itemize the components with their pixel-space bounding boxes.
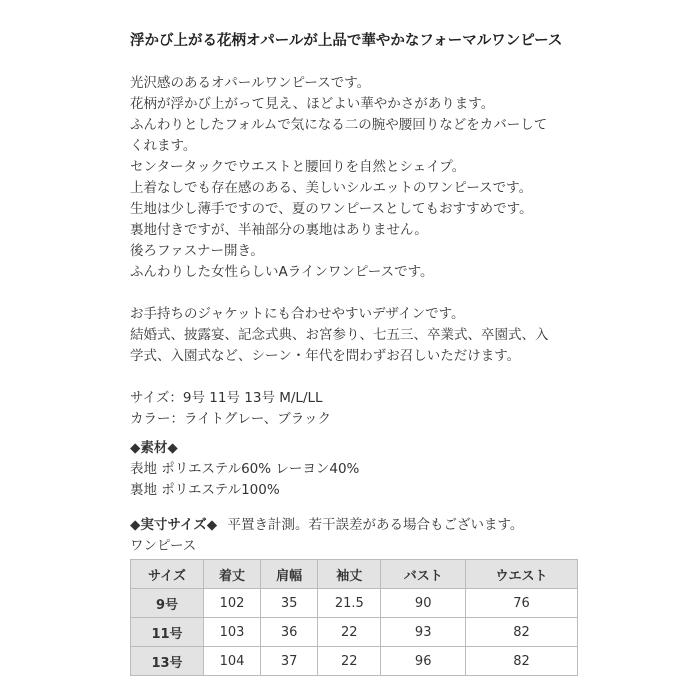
- measurements-heading: ◆実寸サイズ◆: [130, 517, 218, 533]
- description-line: 上着なしでも存在感のある、美しいシルエットのワンピースです。: [130, 180, 533, 196]
- product-title: 浮かび上がる花柄オパールが上品で華やかなフォーマルワンピース: [130, 33, 563, 49]
- material-heading: ◆素材◆: [130, 440, 178, 456]
- table-cell: 21.5: [318, 589, 381, 618]
- table-cell: 90: [381, 589, 466, 618]
- description-line: ふんわりとしたフォルムで気になる二の腕や腰回りなどをカバーして: [130, 117, 548, 133]
- table-cell: 93: [381, 618, 466, 647]
- spacer: [130, 52, 580, 73]
- table-cell: 96: [381, 647, 466, 676]
- size-table: [130, 559, 578, 676]
- row-header: 13号: [131, 647, 204, 676]
- description-line: くれます。: [130, 138, 197, 154]
- table-cell: 35: [261, 589, 318, 618]
- row-header: 9号: [131, 589, 204, 618]
- table-cell: 22: [318, 618, 381, 647]
- column-header: ウエスト: [465, 560, 577, 589]
- size-options: サイズ：9号 11号 13号 M/L/LL: [130, 390, 323, 406]
- description-line: 花柄が浮かび上がって見え、ほどよい華やかさがあります。: [130, 96, 495, 112]
- usage-line: 結婚式、披露宴、記念式典、お宮参り、七五三、卒業式、卒園式、入: [130, 327, 549, 343]
- description-line: 後ろファスナー開き。: [130, 243, 264, 259]
- table-row: [131, 647, 578, 676]
- description-block: [130, 73, 580, 283]
- options-block: [130, 388, 580, 430]
- material-block: [130, 438, 580, 501]
- material-line: 表地 ポリエステル60% レーヨン40%: [130, 461, 360, 477]
- table-cell: 82: [465, 618, 577, 647]
- description-line: 光沢感のあるオパールワンピースです。: [130, 75, 371, 91]
- column-header: バスト: [381, 560, 466, 589]
- column-header: 袖丈: [318, 560, 381, 589]
- column-header: 肩幅: [261, 560, 318, 589]
- measurements-block: [130, 515, 580, 676]
- measurements-note: 平置き計測。若干誤差がある場合もございます。: [227, 517, 524, 533]
- spacer: [130, 283, 580, 304]
- spacer: [130, 367, 580, 388]
- description-line: センタータックでウエストと腰回りを自然とシェイプ。: [130, 159, 466, 175]
- table-cell: 22: [318, 647, 381, 676]
- material-line: 裏地 ポリエステル100%: [130, 482, 280, 498]
- row-header: 11号: [131, 618, 204, 647]
- description-line: 裏地付きですが、半袖部分の裏地はありません。: [130, 222, 428, 238]
- table-row: [131, 618, 578, 647]
- table-cell: 36: [261, 618, 318, 647]
- measurements-heading-row: [130, 515, 580, 536]
- table-cell: 102: [204, 589, 261, 618]
- spacer: [130, 501, 580, 515]
- table-row: [131, 589, 578, 618]
- spacer: [130, 430, 580, 438]
- product-description: [130, 30, 580, 676]
- description-line: ふんわりした女性らしいAラインワンピースです。: [130, 264, 434, 280]
- column-header: 着丈: [204, 560, 261, 589]
- table-header-row: [131, 560, 578, 589]
- table-cell: 103: [204, 618, 261, 647]
- table-cell: 82: [465, 647, 577, 676]
- item-label: ワンピース: [130, 538, 197, 554]
- table-cell: 76: [465, 589, 577, 618]
- table-cell: 37: [261, 647, 318, 676]
- usage-line: お手持ちのジャケットにも合わせやすいデザインです。: [130, 306, 465, 322]
- column-header: サイズ: [131, 560, 204, 589]
- usage-block: [130, 304, 580, 367]
- table-cell: 104: [204, 647, 261, 676]
- description-line: 生地は少し薄手ですので、夏のワンピースとしてもおすすめです。: [130, 201, 533, 217]
- usage-line: 学式、入園式など、シーン・年代を問わずお召しいただけます。: [130, 348, 521, 364]
- color-options: カラー：ライトグレー、ブラック: [130, 411, 332, 427]
